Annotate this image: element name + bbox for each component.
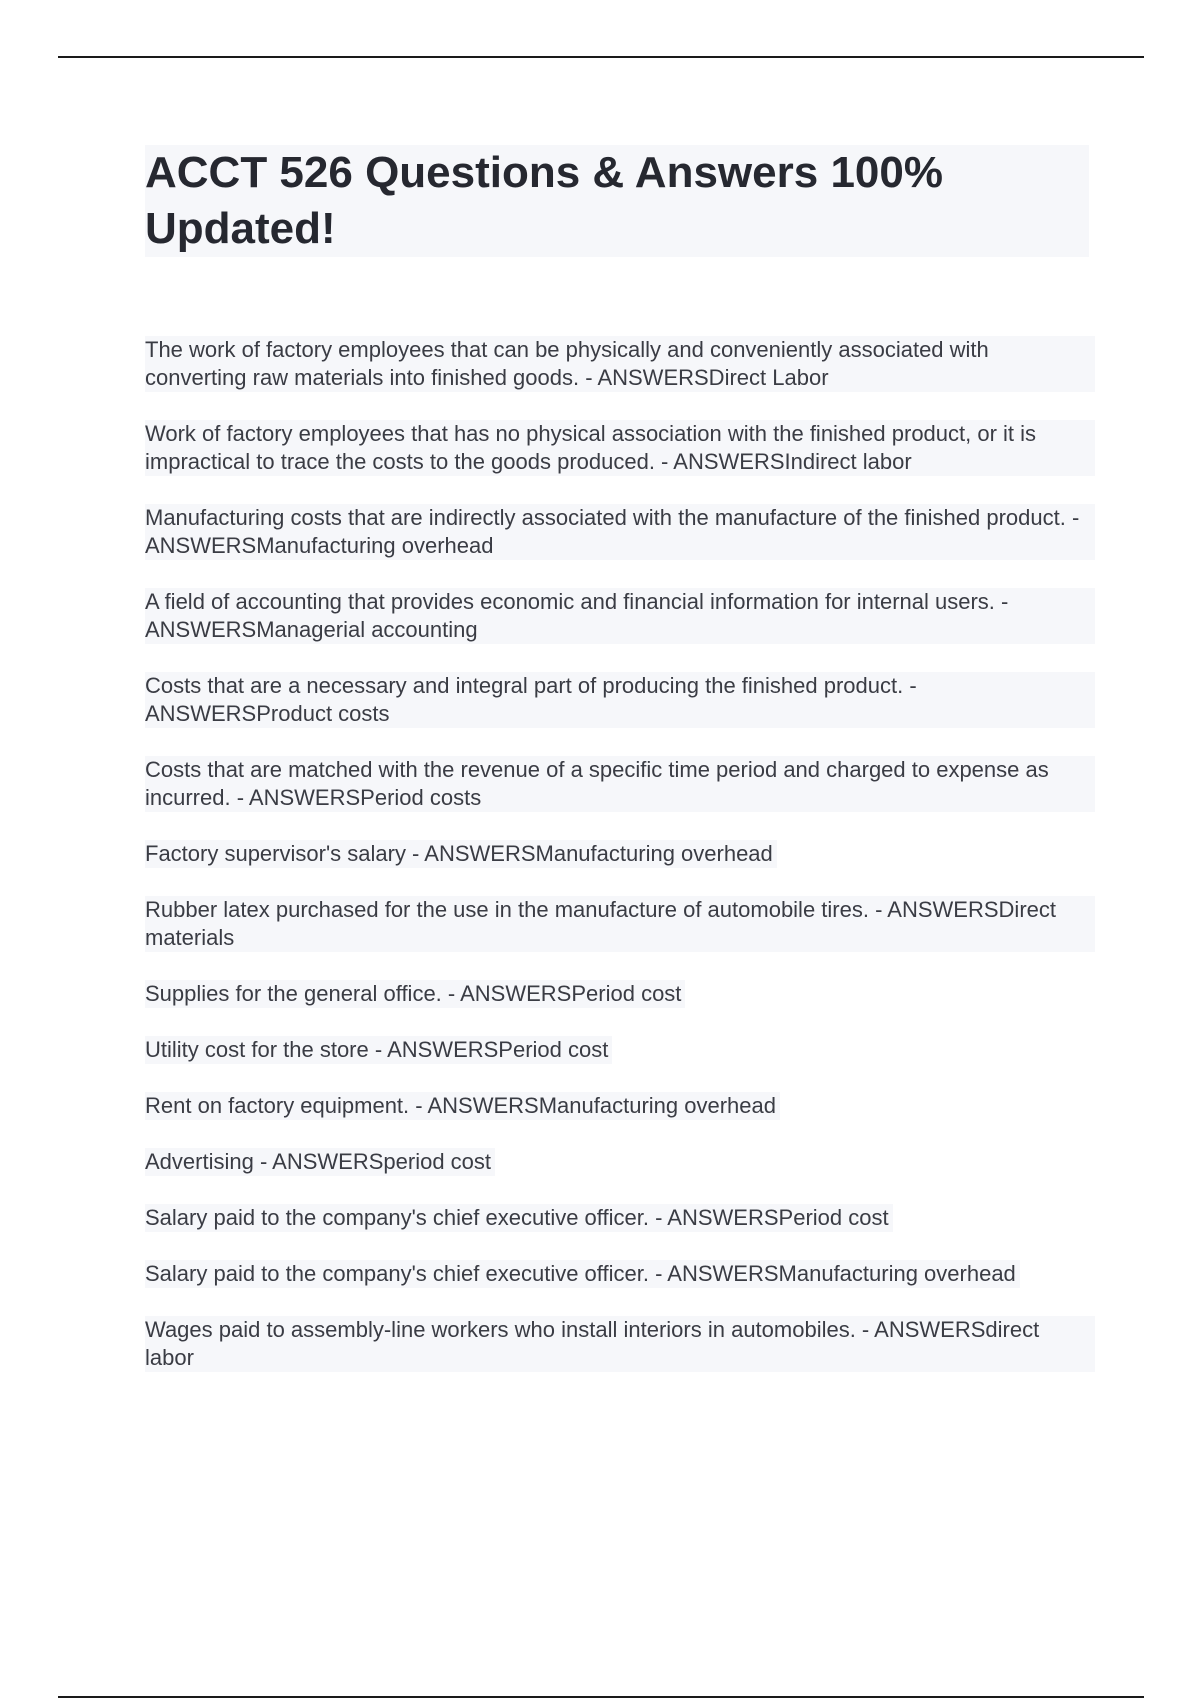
qa-item-9: Supplies for the general office. - ANSWERSPeriod cost [145,980,685,1008]
qa-list [145,336,1095,1400]
top-rule [58,56,1144,58]
qa-item-2: Work of factory employees that has no physical association with the finished product, or it is impractical to trace the costs to the goods produced. - ANSWERSIndirect labor [145,420,1095,476]
qa-item-12: Advertising - ANSWERSperiod cost [145,1148,495,1176]
qa-item-11: Rent on factory equipment. - ANSWERSManufacturing overhead [145,1092,780,1120]
qa-item-5: Costs that are a necessary and integral part of producing the finished product. - ANSWERSProduct costs [145,672,1095,728]
bottom-rule [58,1696,1144,1698]
qa-item-6: Costs that are matched with the revenue of a specific time period and charged to expense as incurred. - ANSWERSPeriod costs [145,756,1095,812]
qa-item-10: Utility cost for the store - ANSWERSPeriod cost [145,1036,612,1064]
qa-item-13: Salary paid to the company's chief executive officer. - ANSWERSPeriod cost [145,1204,893,1232]
qa-item-4: A field of accounting that provides economic and financial information for internal users. - ANSWERSManagerial accounting [145,588,1095,644]
qa-item-14: Salary paid to the company's chief executive officer. - ANSWERSManufacturing overhead [145,1260,1020,1288]
page-title: ACCT 526 Questions & Answers 100% Updated! [145,148,943,253]
qa-item-3: Manufacturing costs that are indirectly associated with the manufacture of the finished product. - ANSWERSManufacturing overhead [145,504,1095,560]
qa-item-8: Rubber latex purchased for the use in the manufacture of automobile tires. - ANSWERSDirect materials [145,896,1095,952]
qa-item-7: Factory supervisor's salary - ANSWERSManufacturing overhead [145,840,777,868]
qa-item-15: Wages paid to assembly-line workers who install interiors in automobiles. - ANSWERSdirect labor [145,1316,1095,1372]
qa-item-1: The work of factory employees that can be physically and conveniently associated with converting raw materials into finished goods. - ANSWERSDirect Labor [145,336,1095,392]
